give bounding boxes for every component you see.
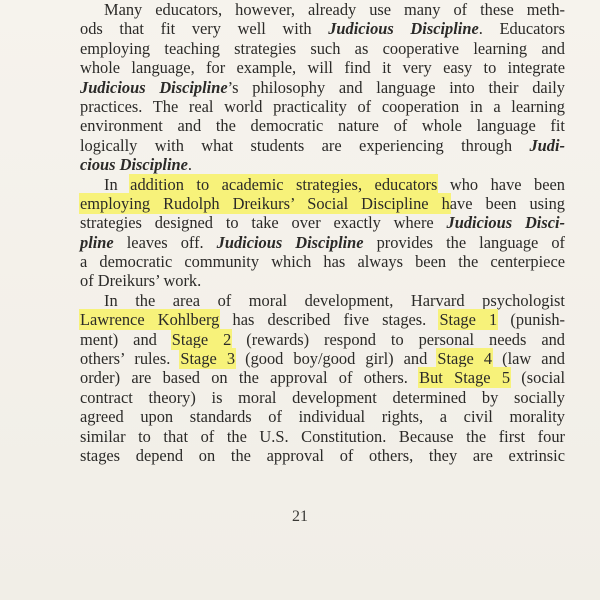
text-span: provides the language of (363, 232, 565, 252)
emphasis-text: Judicious Discipline (80, 77, 228, 97)
text-line (80, 291, 565, 310)
text-line (80, 446, 565, 465)
text-span: (law and (492, 349, 565, 369)
highlighted-text: But Stage 5 (419, 368, 511, 388)
text-line (80, 252, 565, 271)
text-line (80, 58, 565, 77)
highlighted-text: employing Rudolph Dreikurs’ Social Discipline h (80, 193, 450, 213)
highlighted-text: Lawrence Kohlberg (80, 310, 220, 330)
text-span: (punish- (497, 310, 565, 330)
text-span: of Dreikurs’ work. (80, 271, 202, 291)
text-span: has described five stages. (219, 310, 440, 330)
emphasis-text: pline (80, 232, 114, 252)
text-span: ave been using (449, 193, 565, 213)
text-span: (good boy/good girl) and (235, 349, 438, 369)
text-line (80, 407, 565, 426)
highlighted-text: addition to academic strategies, educators (130, 174, 438, 194)
text-line (80, 194, 565, 213)
text-line (80, 0, 565, 19)
text-span: leaves off. (113, 232, 217, 252)
body-text (80, 0, 565, 465)
text-line (80, 175, 565, 194)
text-line (80, 213, 565, 232)
text-span: agreed upon standards of individual rights, a civil morality (80, 407, 565, 427)
highlighted-text: Stage 4 (437, 349, 493, 369)
text-span: In (104, 174, 131, 194)
text-span: practices. The real world practicality of cooperation in a learning (80, 96, 565, 116)
text-span: employing teaching strategies such as cooperative learning and (80, 38, 565, 58)
text-span: environment and the democratic nature of whole language fit (80, 116, 565, 136)
emphasis-text: cious Discipline (80, 155, 188, 175)
text-line (80, 388, 565, 407)
text-span: ment) and (80, 329, 172, 349)
text-span: (social (510, 368, 565, 388)
text-span: Many educators, however, already use many of these meth- (104, 0, 565, 19)
text-line (80, 349, 565, 368)
text-line (80, 427, 565, 446)
text-span: ’s philosophy and language into their daily (227, 77, 566, 97)
text-line (80, 271, 565, 290)
text-span: . Educators (478, 19, 566, 39)
page-number: 21 (292, 508, 308, 525)
text-line (80, 97, 565, 116)
text-span: logically with what students are experiencing through (80, 135, 530, 155)
emphasis-text: Judi- (529, 135, 565, 155)
text-line (80, 19, 565, 38)
text-span: a democratic community which has always been the centerpiece (80, 252, 565, 272)
text-span: order) are based on the approval of others. (80, 368, 420, 388)
text-line (80, 310, 565, 329)
text-line (80, 116, 565, 135)
text-span: stages depend on the approval of others, they are extrinsic (80, 445, 565, 465)
text-span: contract theory) is moral development determined by socially (80, 387, 565, 407)
text-span: who have been (437, 174, 565, 194)
text-span: whole language, for example, will find it very easy to integrate (80, 58, 565, 78)
text-line (80, 39, 565, 58)
text-line (80, 330, 565, 349)
emphasis-text: Judicious Discipline (328, 19, 479, 39)
highlighted-text: Stage 1 (439, 310, 498, 330)
emphasis-text: Judicious Discipline (216, 232, 364, 252)
text-span: In the area of moral development, Harvard psychologist (104, 290, 565, 310)
text-span: (rewards) respond to personal needs and (231, 329, 565, 349)
text-span: similar to that of the U.S. Constitution. Because the first four (80, 426, 565, 446)
emphasis-text: Judicious Disci- (446, 213, 565, 233)
text-span: strategies designed to take over exactly where (80, 213, 447, 233)
highlighted-text: Stage 2 (171, 329, 232, 349)
text-span: others’ rules. (80, 349, 181, 369)
highlighted-text: Stage 3 (180, 349, 236, 369)
text-line (80, 136, 565, 155)
text-span: . (187, 155, 193, 175)
text-line (80, 233, 565, 252)
text-span: ods that fit very well with (80, 19, 329, 39)
text-line (80, 155, 565, 174)
text-line (80, 78, 565, 97)
text-line (80, 368, 565, 387)
